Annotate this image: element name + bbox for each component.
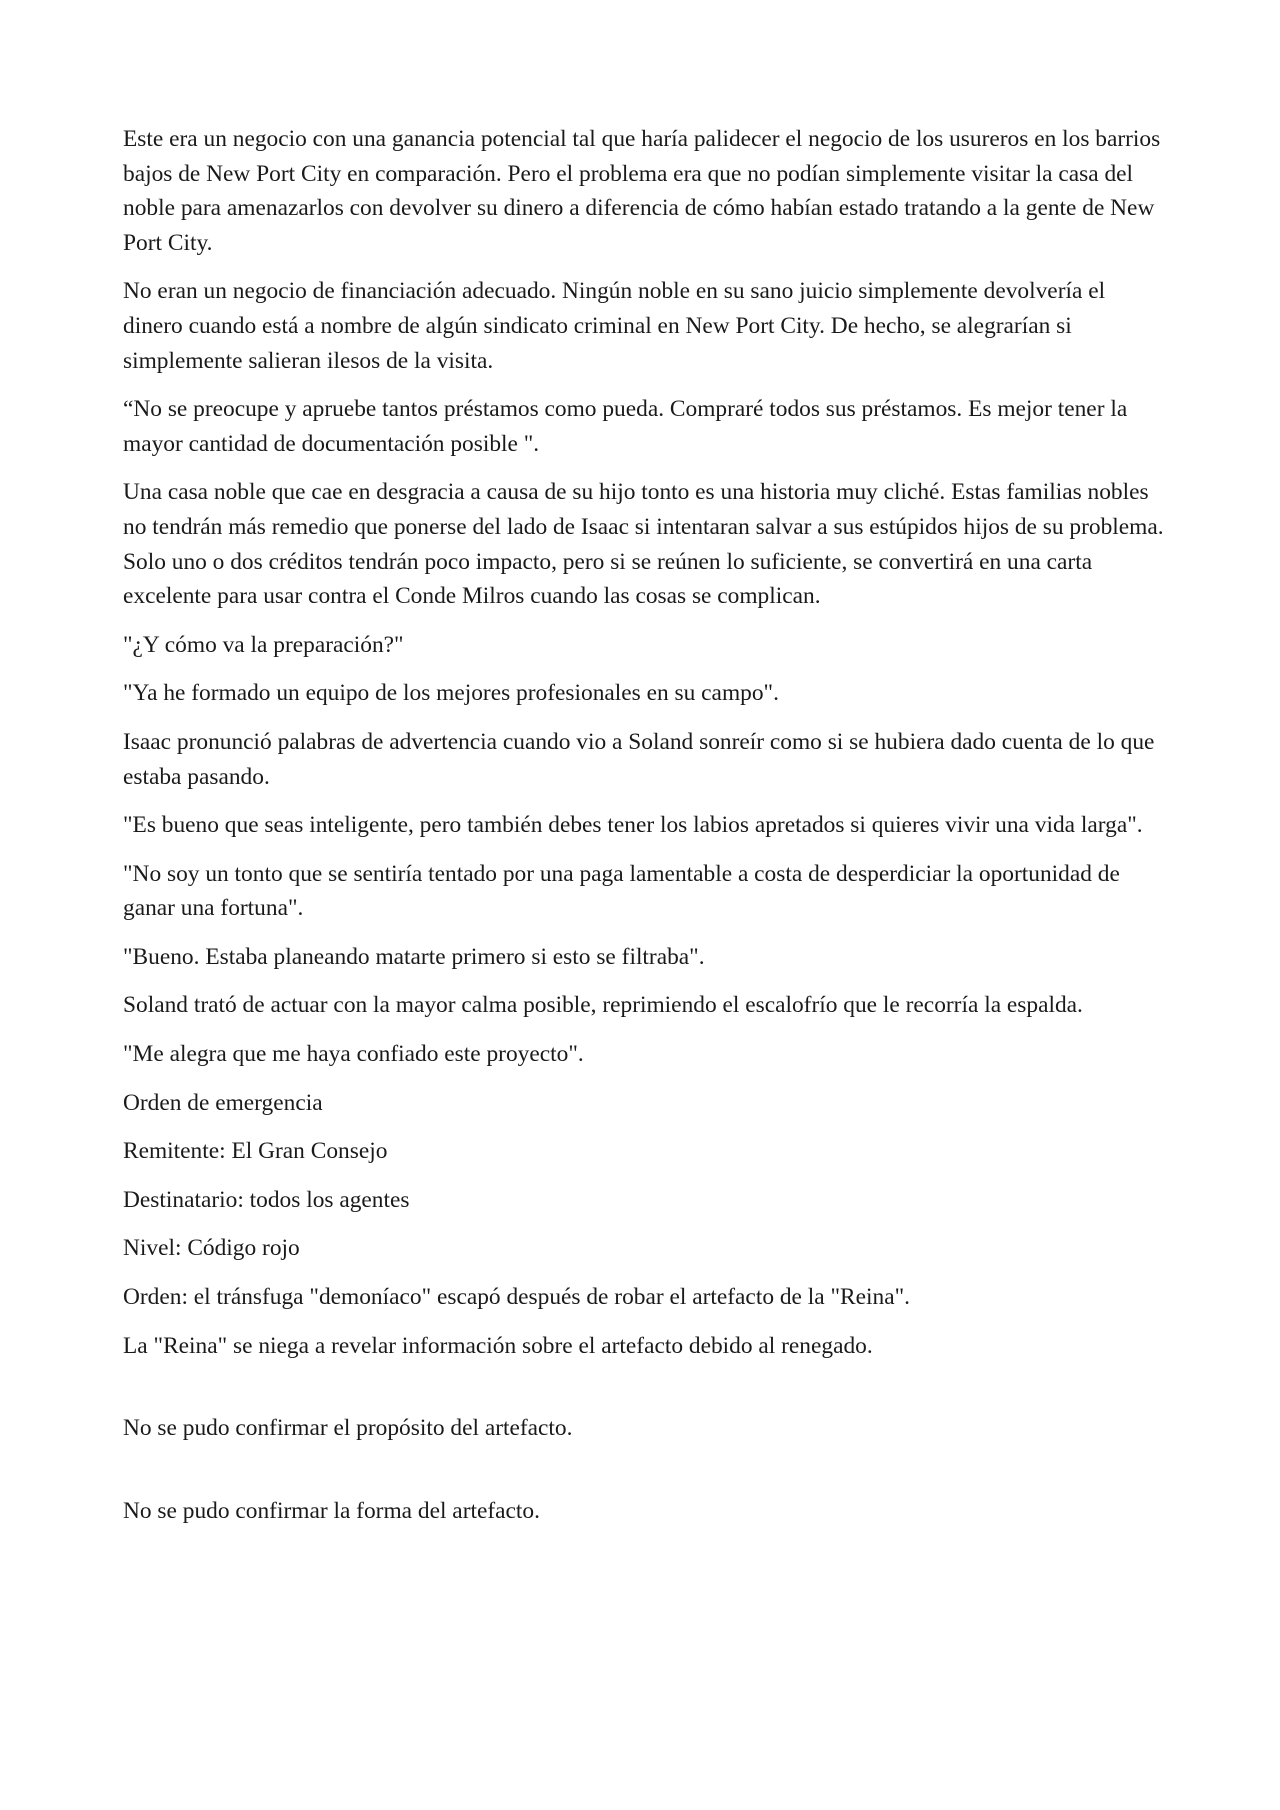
order-heading: Orden de emergencia xyxy=(123,1089,323,1116)
paragraph-8: "Es bueno que seas inteligente, pero también debes tener los labios apretados si quieres vivir una vida larga". xyxy=(123,812,1143,839)
order-text: Orden: el tránsfuga "demoníaco" escapó después de robar el artefacto de la "Reina". xyxy=(123,1284,911,1311)
document-body xyxy=(123,122,1168,1542)
paragraph-10: "Bueno. Estaba planeando matarte primero si esto se filtraba". xyxy=(123,943,705,970)
paragraph-4: Una casa noble que cae en desgracia a causa de su hijo tonto es una historia muy cliché. Estas familias nobles no tendrán más remedio que ponerse del lado de Isaac si intentaran salvar a sus estúpidos hijos de su problema. Solo uno o dos créditos tendrán poco impacto, pero si se reúnen lo suficiente, se convertirá en una carta excelente para usar contra el Conde Milros cuando las cosas se complican. xyxy=(123,479,1164,610)
paragraph-6: "Ya he formado un equipo de los mejores profesionales en su campo". xyxy=(123,680,779,707)
paragraph-1: Este era un negocio con una ganancia potencial tal que haría palidecer el negocio de los usureros en los barrios bajos de New Port City en comparación. Pero el problema era que no podían simplemente visitar la casa del noble para amenazarlos con devolver su dinero a diferencia de cómo habían estado tratando a la gente de New Port City. xyxy=(123,126,1161,256)
order-level: Nivel: Código rojo xyxy=(123,1235,300,1262)
artifact-shape-note: No se pudo confirmar la forma del artefacto. xyxy=(123,1497,540,1524)
order-note: La "Reina" se niega a revelar información sobre el artefacto debido al renegado. xyxy=(123,1332,873,1359)
paragraph-11: Soland trató de actuar con la mayor calma posible, reprimiendo el escalofrío que le recorría la espalda. xyxy=(123,992,1083,1019)
paragraph-12: "Me alegra que me haya confiado este proyecto". xyxy=(123,1041,584,1068)
paragraph-5: "¿Y cómo va la preparación?" xyxy=(123,631,404,658)
paragraph-2: No eran un negocio de financiación adecuado. Ningún noble en su sano juicio simplemente devolvería el dinero cuando está a nombre de algún sindicato criminal en New Port City. De hecho, se alegrarían si simplemente salieran ilesos de la visita. xyxy=(123,278,1106,374)
order-sender: Remitente: El Gran Consejo xyxy=(123,1138,388,1165)
paragraph-7: Isaac pronunció palabras de advertencia cuando vio a Soland sonreír como si se hubiera dado cuenta de lo que estaba pasando. xyxy=(123,728,1155,790)
artifact-purpose-note: No se pudo confirmar el propósito del artefacto. xyxy=(123,1415,573,1442)
paragraph-9: "No soy un tonto que se sentiría tentado por una paga lamentable a costa de desperdiciar la oportunidad de ganar una fortuna". xyxy=(123,860,1120,922)
order-recipient: Destinatario: todos los agentes xyxy=(123,1186,410,1213)
paragraph-3: “No se preocupe y apruebe tantos préstamos como pueda. Compraré todos sus préstamos. Es mejor tener la mayor cantidad de documentación posible ". xyxy=(123,396,1128,457)
